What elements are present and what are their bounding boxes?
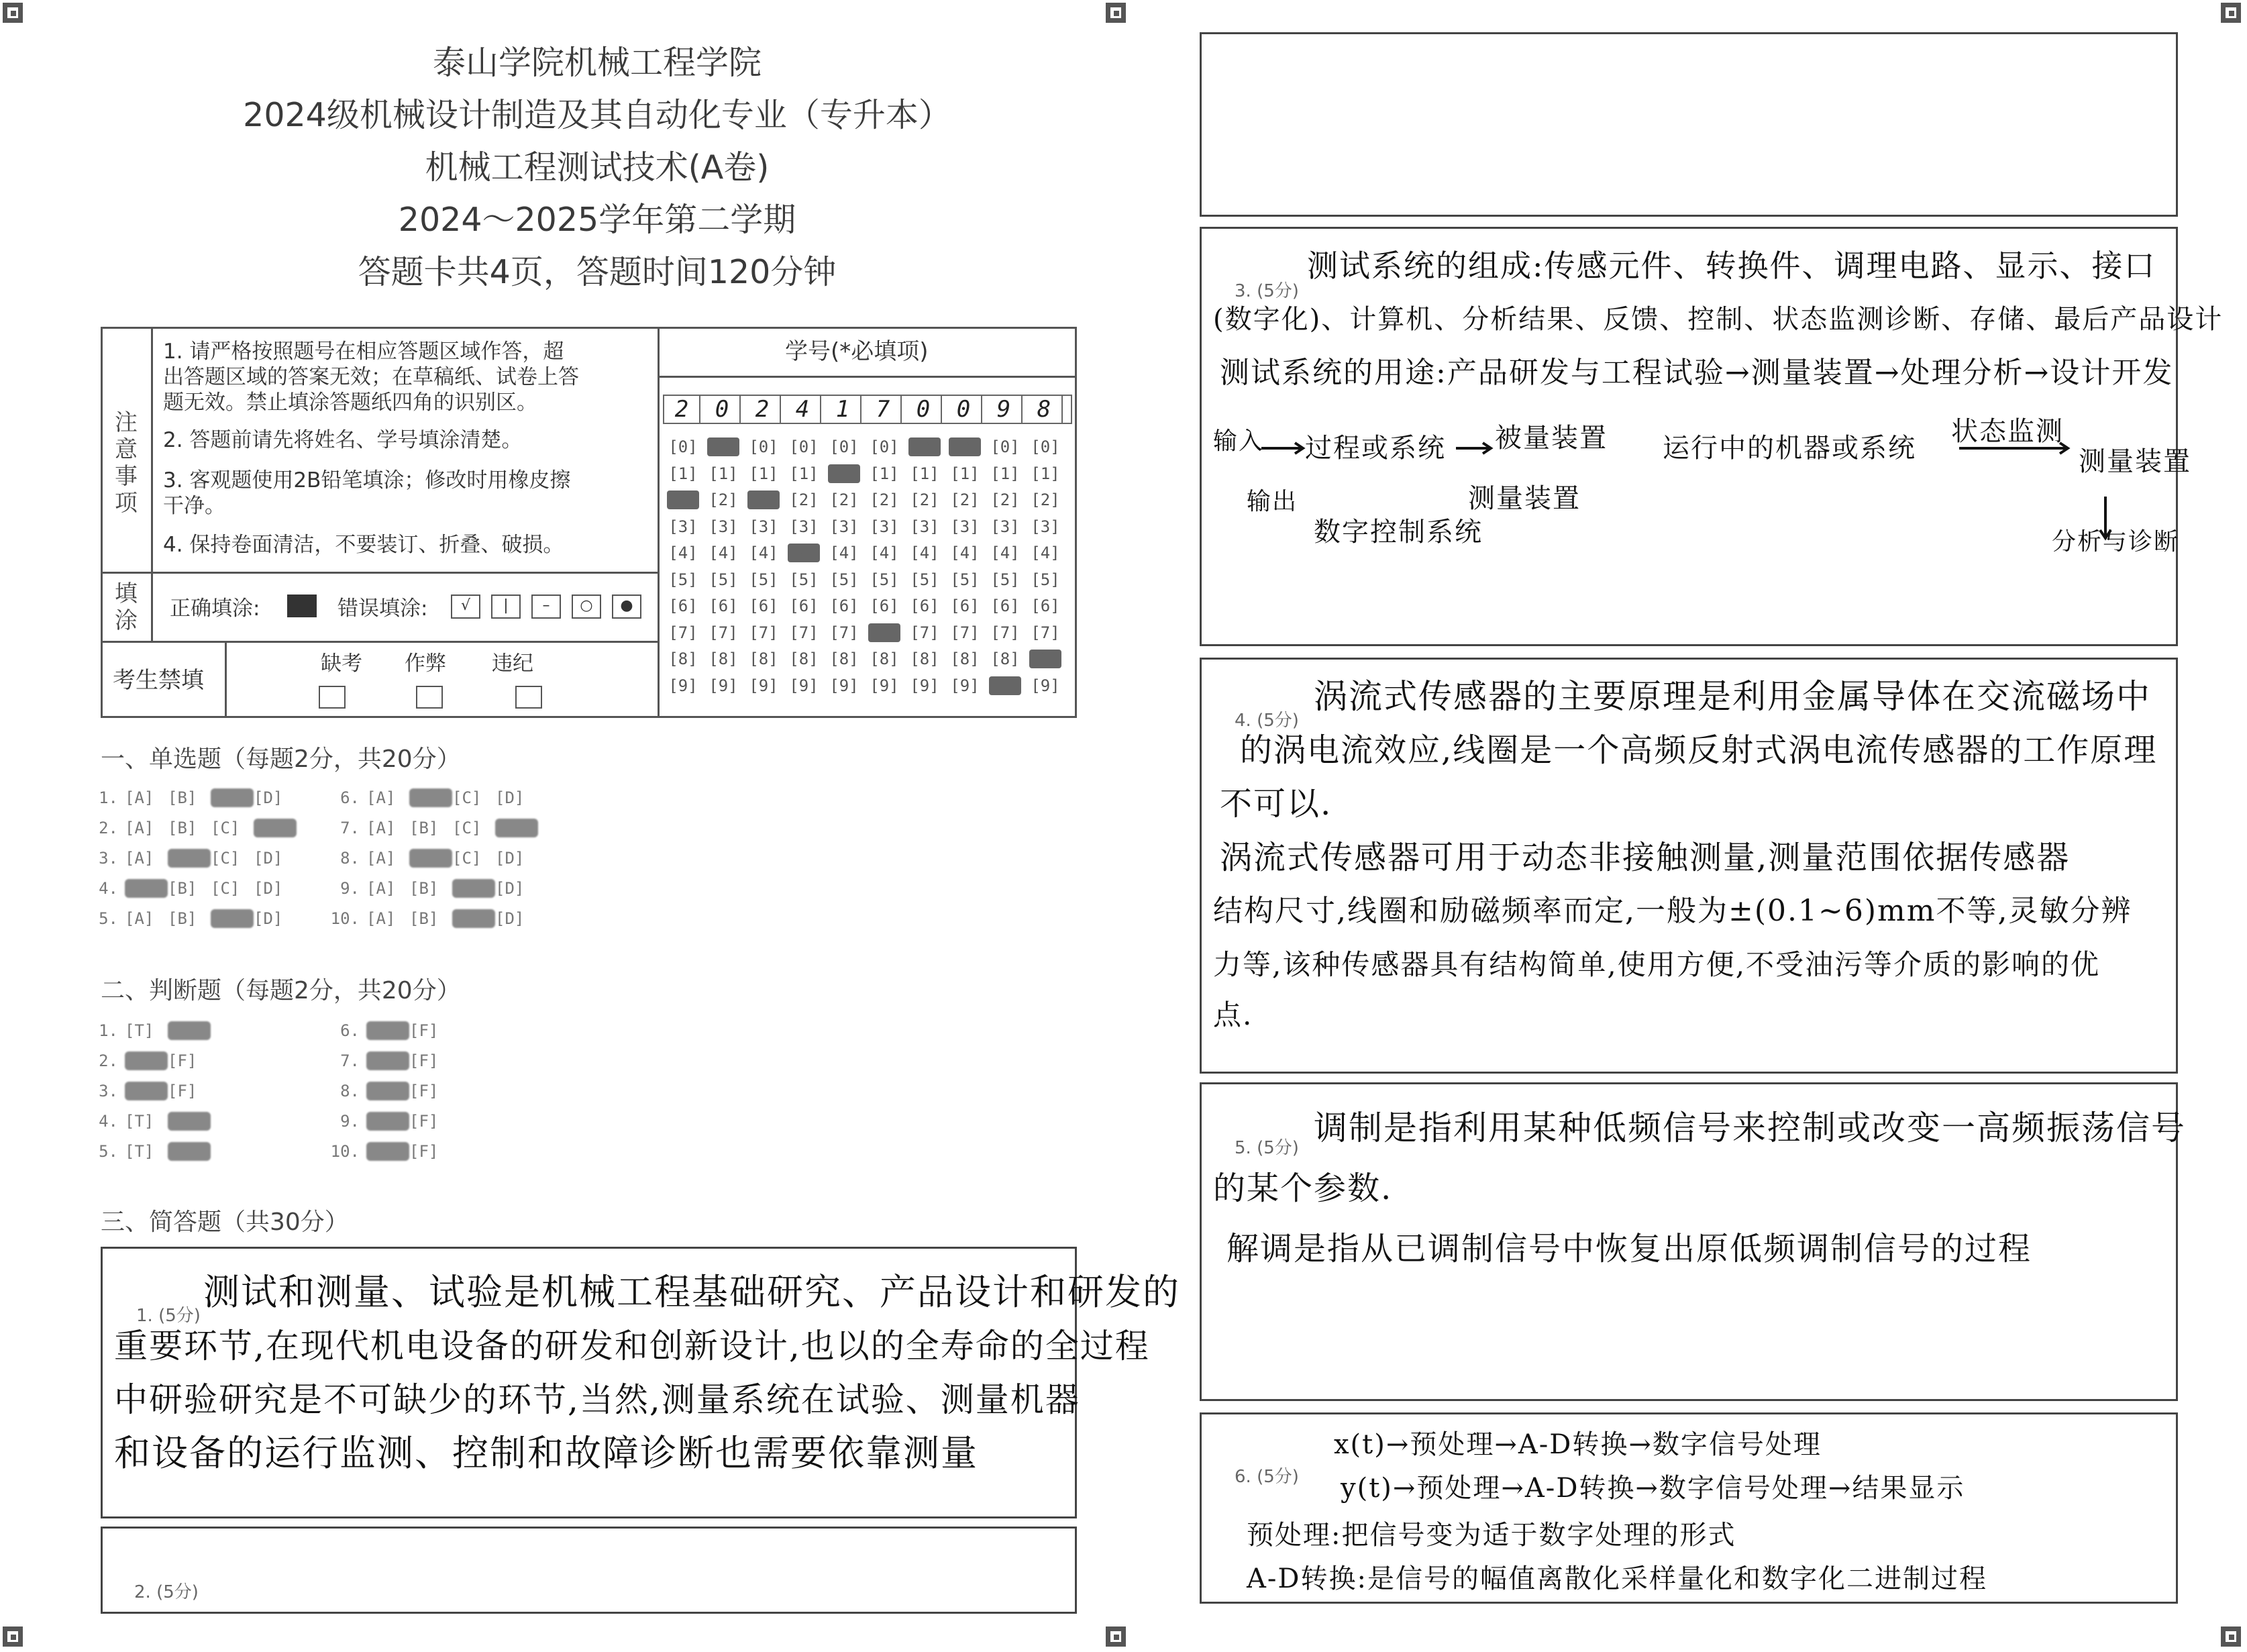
mc-option-d[interactable]: [D] (254, 909, 283, 928)
student-id-bubble-filled[interactable]: [0] (908, 437, 941, 456)
student-id-bubble[interactable]: [6] (709, 597, 738, 615)
q3-label: 3. (5分) (1235, 281, 1299, 301)
q4-answer-line-4: 涡流式传感器可用于动态非接触测量,测量范围依据传感器 (1220, 839, 2071, 876)
student-id-bubble[interactable]: [4] (829, 544, 859, 562)
student-id-bubble[interactable]: [8] (829, 650, 859, 668)
tf-question-row (322, 1051, 452, 1070)
note-line-4: 2. 答题前请先将姓名、学号填涂清楚。 (163, 428, 523, 452)
student-id-digit: 0 (906, 395, 942, 423)
mc-option-a[interactable]: [A] (366, 819, 396, 837)
student-id-bubble[interactable]: [7] (990, 623, 1020, 642)
q5-answer-line-3: 解调是指从已调制信号中恢复出原低频调制信号的过程 (1226, 1230, 2032, 1268)
student-id-bubble[interactable]: [8] (749, 650, 778, 668)
note-line-5: 3. 客观题使用2B铅笔填涂；修改时用橡皮擦 (163, 468, 571, 493)
student-id-bubble[interactable]: [2] (709, 491, 738, 509)
student-id-bubble[interactable]: [5] (950, 570, 980, 589)
mc-option-c[interactable]: [C] (452, 849, 482, 868)
student-id-bubble[interactable]: [6] (668, 597, 698, 615)
cheat-checkbox[interactable] (416, 686, 443, 709)
student-id-bubble[interactable]: [0] (990, 437, 1020, 456)
student-id-bubble[interactable]: [6] (749, 597, 778, 615)
student-id-bubble[interactable]: [1] (950, 464, 980, 483)
tf-question-number: 2. (99, 1051, 118, 1070)
q6-answer-line-1: x(t)→预处理→A-D转换→数字信号处理 (1334, 1429, 1822, 1460)
tf-question-row (81, 1142, 211, 1161)
tf-option-f[interactable]: [F] (409, 1112, 439, 1131)
corner-mark-top-right (2221, 3, 2241, 23)
mc-option-c[interactable]: [C] (452, 788, 482, 807)
student-id-bubble[interactable]: [2] (789, 491, 819, 509)
student-id-bubble[interactable]: [9] (870, 676, 899, 695)
student-id-bubble-filled[interactable]: [4] (788, 544, 820, 562)
tf-question-row (81, 1082, 211, 1100)
tf-question-row (81, 1051, 211, 1070)
student-id-digit: 2 (664, 395, 700, 423)
tf-option-t[interactable]: [T] (366, 1051, 409, 1070)
mc-option-d[interactable]: [D] (495, 788, 525, 807)
q4-answer-line-1: 涡流式传感器的主要原理是利用金属导体在交流磁场中 (1314, 677, 2151, 716)
q3-diagram-measure2: 测量装置 (2079, 446, 2191, 477)
q6-answer-line-2: y(t)→预处理→A-D转换→数字信号处理→结果显示 (1341, 1473, 1965, 1504)
mc-option-c[interactable]: [C] (211, 788, 254, 807)
tf-question-number: 8. (340, 1082, 360, 1100)
tf-question-number: 5. (99, 1142, 118, 1161)
student-id-bubble[interactable]: [7] (1031, 623, 1060, 642)
student-id-digit: 1 (825, 395, 861, 423)
q6-label: 6. (5分) (1235, 1467, 1299, 1487)
mc-question-number: 8. (340, 849, 360, 868)
mc-option-c[interactable]: [C] (452, 819, 482, 837)
violation-label: 违纪 (492, 652, 533, 676)
student-id-bubble[interactable]: [2] (990, 491, 1020, 509)
student-id-bubble[interactable]: [5] (1031, 570, 1060, 589)
q5-answer-line-1: 调制是指利用某种低频信号来控制或改变一高频振荡信号 (1314, 1108, 2186, 1147)
section2-title: 二、判断题（每题2分，共20分） (101, 977, 461, 1004)
q3-diagram-digital: 数字控制系统 (1314, 517, 1483, 548)
wrong-fill-dot-icon: ● (612, 595, 641, 619)
student-id-bubble[interactable]: [8] (950, 650, 980, 668)
student-id-bubble-filled[interactable]: [0] (949, 437, 981, 456)
student-id-bubble[interactable]: [1] (910, 464, 939, 483)
mc-option-d[interactable]: [D] (495, 819, 538, 837)
student-id-bubble[interactable]: [5] (990, 570, 1020, 589)
mc-question-row (322, 819, 538, 837)
tf-question-number: 4. (99, 1112, 118, 1131)
tf-option-t[interactable]: [T] (125, 1021, 154, 1040)
q3-diagram-running: 运行中的机器或系统 (1663, 433, 1916, 464)
tf-option-f[interactable]: [F] (409, 1082, 439, 1100)
mc-question-number: 9. (340, 879, 360, 898)
corner-mark-bottom-right (2221, 1627, 2241, 1647)
mc-option-d[interactable]: [D] (495, 879, 525, 898)
wrong-fill-circle-icon: ○ (572, 595, 601, 619)
q2-label: 2. (5分) (134, 1582, 199, 1602)
mc-option-a[interactable]: [A] (366, 879, 396, 898)
tf-question-number: 6. (340, 1021, 360, 1040)
tf-option-f[interactable]: [F] (168, 1142, 211, 1161)
corner-mark-bottom-left (3, 1627, 23, 1647)
mc-question-number: 2. (99, 819, 118, 837)
course-title: 机械工程测试技术(A卷) (425, 148, 770, 187)
student-id-bubble[interactable]: [1] (789, 464, 819, 483)
mc-option-b[interactable]: [B] (168, 819, 197, 837)
mc-option-a[interactable]: [A] (366, 788, 396, 807)
mc-option-a[interactable]: [A] (125, 879, 168, 898)
student-id-bubble[interactable]: [7] (709, 623, 738, 642)
mc-option-b[interactable]: [B] (168, 879, 197, 898)
absent-checkbox[interactable] (319, 686, 346, 709)
wrong-fill-check-icon: √ (451, 595, 480, 619)
student-id-bubble[interactable]: [3] (829, 517, 859, 536)
mc-question-row (81, 909, 297, 928)
forbidden-label: 考生禁填 (113, 667, 204, 694)
corner-mark-bottom-center (1106, 1627, 1126, 1647)
note-line-3: 题无效。禁止填涂答题纸四角的识别区。 (163, 391, 537, 415)
q4-answer-line-7: 点. (1213, 998, 1253, 1031)
student-id-bubble[interactable]: [5] (870, 570, 899, 589)
student-id-bubble-filled[interactable]: [2] (667, 491, 699, 509)
fill-label: 填 涂 (115, 580, 138, 634)
student-id-bubble[interactable]: [9] (789, 676, 819, 695)
student-id-bubble[interactable]: [1] (870, 464, 899, 483)
student-id-bubble[interactable]: [9] (1031, 676, 1060, 695)
mc-option-a[interactable]: [A] (125, 788, 154, 807)
student-id-bubble[interactable]: [0] (829, 437, 859, 456)
mc-option-d[interactable]: [D] (254, 819, 297, 837)
q5-label: 5. (5分) (1235, 1138, 1299, 1158)
student-id-digit: 0 (946, 395, 982, 423)
q3-answer-line-2: (数字化)、计算机、分析结果、反馈、控制、状态监测诊断、存储、最后产品设计 (1213, 304, 2224, 335)
student-id-bubble-filled[interactable]: [7] (868, 623, 900, 642)
mc-option-a[interactable]: [A] (125, 909, 154, 928)
q1-label: 1. (5分) (136, 1306, 201, 1326)
student-id-bubble[interactable]: [7] (749, 623, 778, 642)
mc-option-c[interactable]: [C] (452, 909, 495, 928)
student-id-bubble[interactable]: [0] (668, 437, 698, 456)
student-id-bubble-filled[interactable]: [1] (828, 464, 860, 483)
corner-mark-top-left (3, 3, 23, 23)
student-id-bubble[interactable]: [5] (829, 570, 859, 589)
absent-label: 缺考 (321, 652, 362, 676)
tf-option-t[interactable]: [T] (125, 1051, 168, 1070)
tf-option-f[interactable]: [F] (168, 1112, 211, 1131)
mc-option-b[interactable]: [B] (409, 819, 439, 837)
tf-option-f[interactable]: [F] (409, 1021, 439, 1040)
note-line-7: 4. 保持卷面清洁，不要装订、折叠、破损。 (163, 533, 564, 557)
tf-option-t[interactable]: [T] (366, 1082, 409, 1100)
mc-question-row (81, 819, 297, 837)
student-id-digit: 7 (866, 395, 902, 423)
student-id-bubble[interactable]: [3] (709, 517, 738, 536)
section1-title: 一、单选题（每题2分，共20分） (101, 745, 461, 773)
tf-question-number: 3. (99, 1082, 118, 1100)
q3-diagram-analysis: 分析与诊断 (2052, 528, 2180, 556)
exam-info: 答题卡共4页，答题时间120分钟 (358, 253, 837, 291)
q4-answer-line-2: 的涡电流效应,线圈是一个高频反射式涡电流传感器的工作原理 (1240, 731, 2158, 769)
mc-question-row (322, 879, 538, 898)
tf-option-f[interactable]: [F] (168, 1051, 197, 1070)
student-id-bubble[interactable]: [6] (789, 597, 819, 615)
q4-answer-line-6: 力等,该种传感器具有结构简单,使用方便,不受油污等介质的影响的优 (1213, 948, 2101, 981)
mc-option-a[interactable]: [A] (125, 819, 154, 837)
student-id-bubble[interactable]: [0] (1031, 437, 1060, 456)
student-id-bubble[interactable]: [3] (668, 517, 698, 536)
student-id-bubble[interactable]: [6] (950, 597, 980, 615)
student-id-bubble[interactable]: [4] (910, 544, 939, 562)
mc-question-number: 6. (340, 788, 360, 807)
student-id-label: 学号(*必填项) (785, 338, 929, 365)
student-id-bubble[interactable]: [9] (709, 676, 738, 695)
mc-option-c[interactable]: [C] (211, 849, 240, 868)
tf-question-number: 7. (340, 1051, 360, 1070)
mc-option-c[interactable]: [C] (211, 819, 240, 837)
student-id-bubble[interactable]: [7] (789, 623, 819, 642)
student-id-bubble[interactable]: [4] (870, 544, 899, 562)
student-id-digit: 8 (1027, 395, 1063, 423)
tf-question-number: 1. (99, 1021, 118, 1040)
mc-option-d[interactable]: [D] (254, 879, 283, 898)
student-id-bubble[interactable]: [6] (910, 597, 939, 615)
student-id-digit: 0 (704, 395, 741, 423)
student-id-bubble[interactable]: [4] (749, 544, 778, 562)
student-id-bubble[interactable]: [4] (1031, 544, 1060, 562)
q1-answer-line-2: 重要环节,在现代机电设备的研发和创新设计,也以的全寿命的全过程 (114, 1327, 1150, 1365)
student-id-digit: 9 (986, 395, 1023, 423)
student-id-bubble[interactable]: [6] (990, 597, 1020, 615)
q1-answer-line-4: 和设备的运行监测、控制和故障诊断也需要依靠测量 (114, 1432, 978, 1474)
tf-option-t[interactable]: [T] (366, 1142, 409, 1161)
wrong-fill-label: 错误填涂: (337, 597, 428, 621)
student-id-bubble[interactable]: [1] (990, 464, 1020, 483)
student-id-bubble[interactable]: [1] (709, 464, 738, 483)
student-id-bubble-filled[interactable]: [9] (989, 676, 1021, 695)
q6-answer-line-4: A-D转换:是信号的幅值离散化采样量化和数字化二进制过程 (1247, 1563, 1987, 1594)
student-id-bubble[interactable]: [8] (910, 650, 939, 668)
mc-question-number: 7. (340, 819, 360, 837)
student-id-bubble[interactable]: [6] (829, 597, 859, 615)
student-id-bubble[interactable]: [5] (668, 570, 698, 589)
mc-question-number: 10. (330, 909, 360, 928)
student-id-bubble[interactable]: [9] (668, 676, 698, 695)
q6-answer-line-3: 预处理:把信号变为适于数字处理的形式 (1247, 1520, 1736, 1551)
student-id-bubble[interactable]: [1] (668, 464, 698, 483)
mc-question-number: 5. (99, 909, 118, 928)
student-id-bubble[interactable]: [9] (910, 676, 939, 695)
mc-option-c[interactable]: [C] (452, 879, 495, 898)
student-id-bubble[interactable]: [1] (749, 464, 778, 483)
mc-option-b[interactable]: [B] (168, 909, 197, 928)
mc-question-row (81, 788, 297, 807)
student-id-bubble[interactable]: [2] (829, 491, 859, 509)
major-title: 2024级机械设计制造及其自动化专业（专升本） (243, 96, 951, 134)
q1-answer-line-1: 测试和测量、试验是机械工程基础研究、产品设计和研发的 (203, 1271, 1180, 1313)
tf-option-f[interactable]: [F] (168, 1082, 197, 1100)
mc-question-row (322, 909, 538, 928)
student-id-bubble[interactable]: [1] (1031, 464, 1060, 483)
tf-question-row (322, 1142, 452, 1161)
q3-diagram-output: 输出 (1247, 488, 1298, 515)
student-id-bubble-filled[interactable]: [2] (747, 491, 780, 509)
student-id-bubble[interactable]: [8] (668, 650, 698, 668)
student-id-bubble[interactable]: [5] (749, 570, 778, 589)
student-id-bubble[interactable]: [9] (829, 676, 859, 695)
corner-mark-top-center (1106, 3, 1126, 23)
student-id-bubble[interactable]: [0] (749, 437, 778, 456)
student-id-bubble[interactable]: [7] (829, 623, 859, 642)
tf-question-number: 10. (330, 1142, 360, 1161)
tf-option-t[interactable]: [T] (125, 1112, 154, 1131)
q4-label: 4. (5分) (1235, 711, 1299, 731)
mc-option-c[interactable]: [C] (211, 909, 254, 928)
tf-question-row (322, 1082, 452, 1100)
tf-question-row (81, 1112, 211, 1131)
tf-question-row (322, 1021, 452, 1040)
student-id-bubble[interactable]: [8] (870, 650, 899, 668)
tf-question-row (322, 1112, 452, 1131)
q3-diagram-measured: 被量装置 (1495, 423, 1608, 454)
tf-option-t[interactable]: [T] (125, 1082, 168, 1100)
student-id-bubble[interactable]: [2] (950, 491, 980, 509)
school-title: 泰山学院机械工程学院 (432, 44, 762, 82)
term-title: 2024～2025学年第二学期 (398, 201, 796, 239)
student-id-digit: 2 (745, 395, 781, 423)
section3-title: 三、简答题（共30分） (101, 1208, 349, 1236)
student-id-bubble[interactable]: [7] (910, 623, 939, 642)
tf-question-number: 9. (340, 1112, 360, 1131)
mc-question-row (322, 849, 538, 868)
notes-label: 注 意 事 项 (115, 409, 138, 517)
mc-option-d[interactable]: [D] (495, 849, 525, 868)
correct-fill-label: 正确填涂: (170, 597, 260, 621)
student-id-bubble[interactable]: [0] (870, 437, 899, 456)
note-line-2: 出答题区域的答案无效；在草稿纸、试卷上答 (163, 365, 579, 389)
student-id-bubble[interactable]: [7] (668, 623, 698, 642)
correct-fill-sample (287, 595, 317, 617)
student-id-bubble[interactable]: [2] (1031, 491, 1060, 509)
tf-option-f[interactable]: [F] (409, 1051, 439, 1070)
mc-question-number: 3. (99, 849, 118, 868)
mc-option-b[interactable]: [B] (168, 849, 211, 868)
q1-answer-line-3: 中研验研究是不可缺少的环节,当然,测量系统在试验、测量机器 (114, 1380, 1080, 1419)
q4-answer-line-5: 结构尺寸,线圈和励磁频率而定,一般为±(0.1~6)mm不等,灵敏分辨 (1213, 894, 2132, 928)
violation-checkbox[interactable] (515, 686, 542, 709)
student-id-bubble[interactable]: [3] (950, 517, 980, 536)
answer-box-q2[interactable] (101, 1527, 1077, 1614)
mc-question-number: 1. (99, 788, 118, 807)
mc-option-a[interactable]: [A] (366, 849, 396, 868)
student-id-bubble[interactable]: [4] (668, 544, 698, 562)
mc-question-row (81, 879, 297, 898)
note-line-6: 干净。 (163, 494, 225, 518)
student-id-digit: 4 (785, 395, 821, 423)
mc-option-b[interactable]: [B] (409, 879, 439, 898)
student-id-bubble-filled[interactable]: [8] (1029, 650, 1061, 668)
q3-answer-line-3: 测试系统的用途:产品研发与工程试验→测量装置→处理分析→设计开发 (1220, 356, 2174, 390)
student-id-bubble[interactable]: [5] (910, 570, 939, 589)
tf-option-t[interactable]: [T] (125, 1142, 154, 1161)
student-id-bubble[interactable]: [5] (789, 570, 819, 589)
student-id-bubble[interactable]: [6] (870, 597, 899, 615)
mc-option-b[interactable]: [B] (409, 909, 439, 928)
student-id-bubble[interactable]: [4] (990, 544, 1020, 562)
wrong-fill-bar-icon: | (491, 595, 521, 619)
student-id-bubble[interactable]: [8] (789, 650, 819, 668)
tf-option-f[interactable]: [F] (168, 1021, 211, 1040)
q3-diagram-input: 输入 (1213, 427, 1265, 455)
student-id-bubble[interactable]: [9] (749, 676, 778, 695)
student-id-bubble[interactable]: [6] (1031, 597, 1060, 615)
q3-answer-line-1: 测试系统的组成:传感元件、转换件、调理电路、显示、接口 (1307, 248, 2156, 284)
student-id-bubble[interactable]: [2] (910, 491, 939, 509)
mc-option-b[interactable]: [B] (409, 788, 452, 807)
tf-question-row (81, 1021, 211, 1040)
q3-diagram-arrows (1201, 403, 2174, 631)
student-id-bubble-filled[interactable]: [0] (707, 437, 739, 456)
student-id-bubble[interactable]: [3] (1031, 517, 1060, 536)
mc-option-b[interactable]: [B] (168, 788, 197, 807)
student-id-bubble[interactable]: [8] (990, 650, 1020, 668)
mc-option-d[interactable]: [D] (495, 909, 525, 928)
tf-option-t[interactable]: [T] (366, 1112, 409, 1131)
student-id-bubble[interactable]: [2] (870, 491, 899, 509)
student-id-bubble[interactable]: [4] (709, 544, 738, 562)
student-id-bubble[interactable]: [8] (709, 650, 738, 668)
student-id-bubble[interactable]: [4] (950, 544, 980, 562)
mc-question-row (322, 788, 538, 807)
mc-option-b[interactable]: [B] (409, 849, 452, 868)
mc-option-a[interactable]: [A] (366, 909, 396, 928)
mc-option-a[interactable]: [A] (125, 849, 154, 868)
student-id-bubble[interactable]: [7] (950, 623, 980, 642)
student-id-bubble[interactable]: [9] (950, 676, 980, 695)
student-id-bubble[interactable]: [3] (870, 517, 899, 536)
wrong-fill-dash-icon: – (531, 595, 561, 619)
mc-question-number: 4. (99, 879, 118, 898)
mc-option-c[interactable]: [C] (211, 879, 240, 898)
note-line-1: 1. 请严格按照题号在相应答题区域作答，超 (163, 340, 564, 364)
tf-option-f[interactable]: [F] (409, 1142, 439, 1161)
mc-option-d[interactable]: [D] (254, 849, 283, 868)
q3-diagram-monitor: 状态监测 (1951, 416, 2064, 447)
student-id-bubble[interactable]: [3] (789, 517, 819, 536)
mc-question-row (81, 849, 297, 868)
cheat-label: 作弊 (405, 652, 446, 676)
q3-diagram-measure-device: 测量装置 (1468, 483, 1581, 514)
student-id-bubble[interactable]: [5] (709, 570, 738, 589)
student-id-bubble[interactable]: [3] (749, 517, 778, 536)
q3-diagram-process: 过程或系统 (1305, 433, 1446, 464)
q4-answer-line-3: 不可以. (1220, 785, 1332, 823)
student-id-bubble[interactable]: [3] (910, 517, 939, 536)
student-id-bubble[interactable]: [3] (990, 517, 1020, 536)
mc-option-d[interactable]: [D] (254, 788, 283, 807)
tf-option-t[interactable]: [T] (366, 1021, 409, 1040)
q5-answer-line-2: 的某个参数. (1213, 1170, 1393, 1207)
answer-box-continued[interactable] (1200, 32, 2178, 217)
student-id-bubble[interactable]: [0] (789, 437, 819, 456)
